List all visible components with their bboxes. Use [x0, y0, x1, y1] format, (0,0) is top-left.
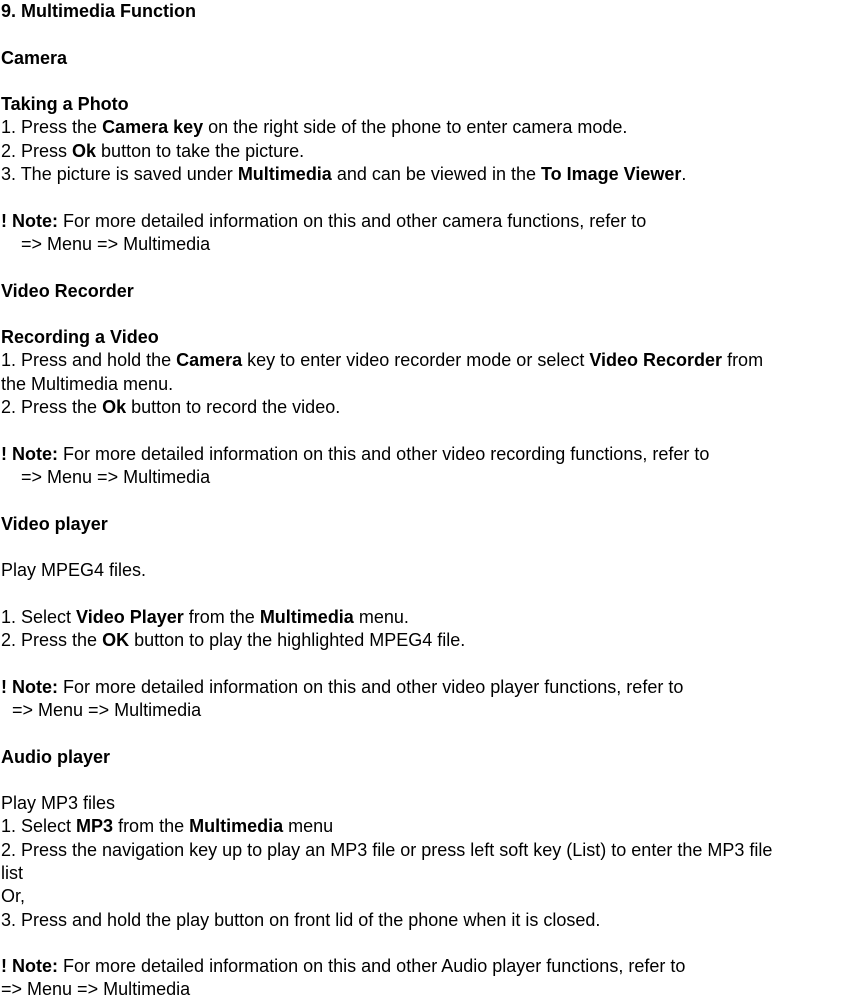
video-recorder-step-1: 1. Press and hold the Camera key to enter video recorder mode or select Video Recorder from — [1, 350, 764, 371]
video-player-note: ! Note: For more detailed information on this and other video player functions, refer to — [1, 676, 684, 697]
camera-heading: Camera — [1, 47, 68, 68]
bold-term: To Image Viewer — [540, 164, 682, 185]
spacer — [1, 489, 867, 512]
spacer — [1, 303, 867, 326]
note-label: ! Note: — [1, 676, 58, 697]
note-label: ! Note: — [1, 956, 58, 977]
audio-player-intro: Play MP3 files — [1, 793, 116, 814]
video-recorder-step-1-cont: the Multimedia menu. — [1, 373, 174, 394]
camera-note-path: => Menu => Multimedia — [21, 233, 211, 254]
video-recorder-note-path: => Menu => Multimedia — [21, 466, 211, 487]
spacer — [1, 23, 867, 46]
video-recorder-heading: Video Recorder — [1, 280, 134, 301]
video-player-note-path: => Menu => Multimedia — [12, 699, 202, 720]
bold-term: Multimedia — [259, 606, 354, 627]
bold-term: Multimedia — [189, 816, 284, 837]
spacer — [1, 256, 867, 279]
video-recorder-note: ! Note: For more detailed information on this and other video recording functions, refer to — [1, 443, 710, 464]
audio-player-heading: Audio player — [1, 746, 111, 767]
note-label: ! Note: — [1, 210, 58, 231]
camera-step-1: 1. Press the Camera key on the right side of the phone to enter camera mode. — [1, 117, 628, 138]
bold-term: Video Recorder — [589, 350, 723, 371]
spacer — [1, 70, 867, 93]
video-player-heading: Video player — [1, 513, 108, 534]
spacer — [1, 582, 867, 605]
video-recorder-subheading: Recording a Video — [1, 327, 159, 348]
note-label: ! Note: — [1, 443, 58, 464]
spacer — [1, 722, 867, 745]
bold-term: Ok — [102, 397, 127, 418]
video-player-step-1: 1. Select Video Player from the Multimedia menu. — [1, 606, 409, 627]
bold-term: OK — [102, 630, 130, 651]
bold-term: MP3 — [76, 816, 114, 837]
camera-step-2: 2. Press Ok button to take the picture. — [1, 140, 305, 161]
video-recorder-step-2: 2. Press the Ok button to record the video. — [1, 397, 341, 418]
spacer — [1, 536, 867, 559]
bold-term: Ok — [72, 140, 97, 161]
audio-player-step-2-cont: list — [1, 862, 23, 883]
spacer — [1, 186, 867, 209]
section-title: 9. Multimedia Function — [1, 1, 197, 21]
audio-player-note: ! Note: For more detailed information on this and other Audio player functions, refer to — [1, 956, 686, 977]
audio-player-step-3: 3. Press and hold the play button on front lid of the phone when it is closed. — [1, 909, 601, 930]
spacer — [1, 419, 867, 442]
document — [1, 0, 867, 1002]
camera-note: ! Note: For more detailed information on this and other camera functions, refer to — [1, 210, 647, 231]
video-player-step-2: 2. Press the OK button to play the highlighted MPEG4 file. — [1, 630, 466, 651]
audio-player-or: Or, — [1, 886, 26, 907]
video-player-intro: Play MPEG4 files. — [1, 560, 147, 581]
bold-term: Video Player — [76, 606, 184, 627]
spacer — [1, 932, 867, 955]
audio-player-step-1: 1. Select MP3 from the Multimedia menu — [1, 816, 334, 837]
bold-term: Camera key — [102, 117, 204, 138]
camera-subheading: Taking a Photo — [1, 94, 129, 115]
bold-term: Camera — [176, 350, 243, 371]
camera-step-3: 3. The picture is saved under Multimedia and can be viewed in the To Image Viewer. — [1, 164, 687, 185]
spacer — [1, 769, 867, 792]
audio-player-step-2: 2. Press the navigation key up to play an MP3 file or press left soft key (List) to enter the MP3 file — [1, 839, 773, 860]
spacer — [1, 652, 867, 675]
bold-term: Multimedia — [237, 164, 332, 185]
audio-player-note-path: => Menu => Multimedia — [1, 979, 191, 1000]
